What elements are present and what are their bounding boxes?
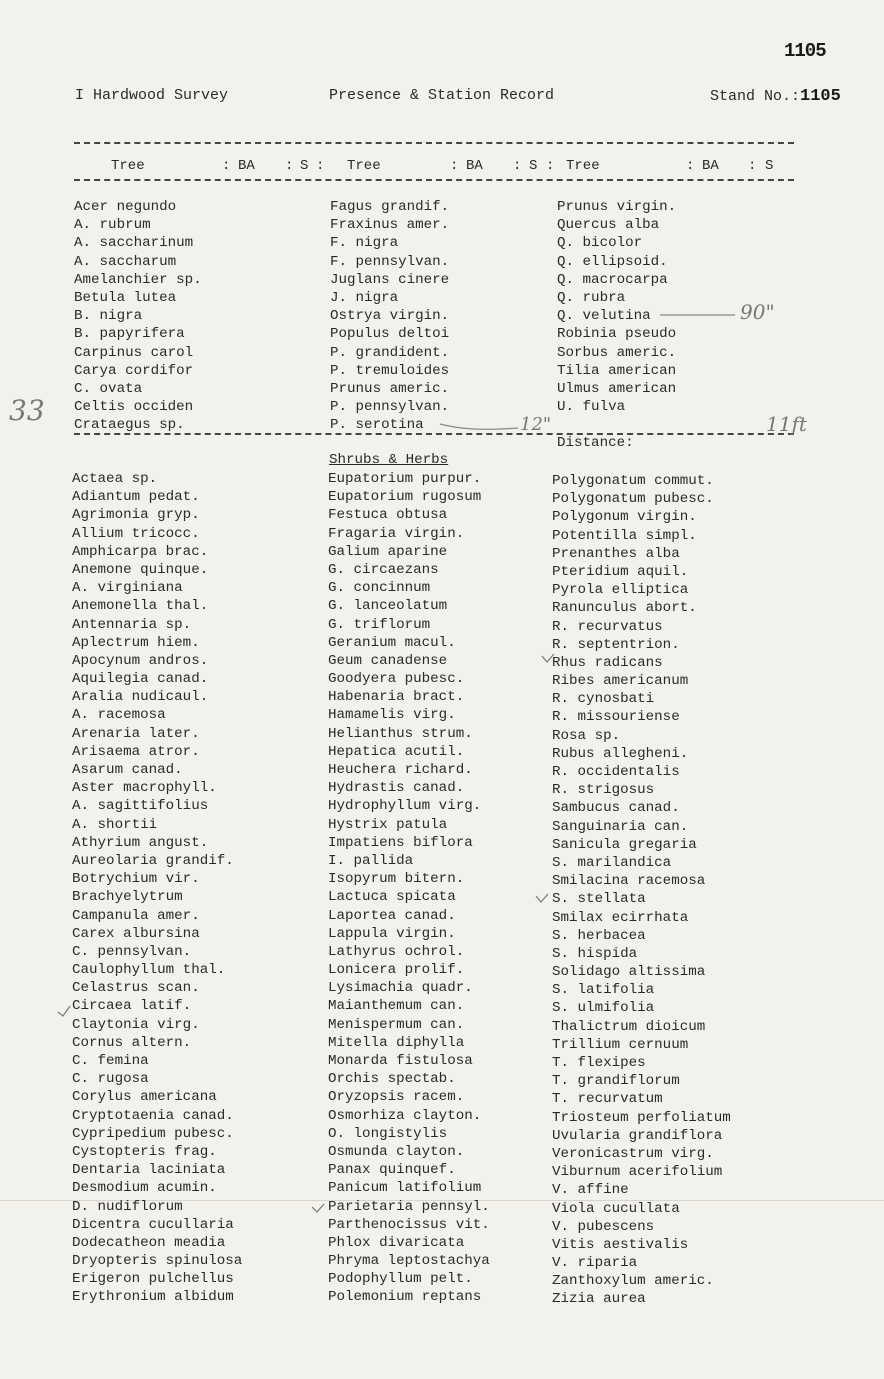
- stand-value: 1105: [800, 87, 841, 106]
- check-mark-icon: [536, 894, 548, 902]
- species-entry: C. femina: [72, 1053, 149, 1069]
- species-entry: Uvularia grandiflora: [552, 1127, 723, 1144]
- species-entry: Caulophyllum thal.: [72, 962, 226, 979]
- col1-separator: :: [222, 158, 231, 174]
- species-entry: Panicum latifolium: [328, 1180, 482, 1197]
- check-mark-icon: [542, 654, 554, 662]
- species-entry: Aralia nudicaul.: [72, 689, 209, 706]
- species-entry: Cypripedium pubesc.: [72, 1125, 234, 1142]
- species-entry: Quercus alba: [557, 217, 660, 234]
- species-entry: Erythronium albidum: [72, 1289, 234, 1306]
- species-entry: Lonicera prolif.: [328, 962, 465, 979]
- species-entry: G. lanceolatum: [328, 598, 448, 615]
- species-entry: Goodyera pubesc.: [328, 671, 465, 688]
- species-entry: Maianthemum can.: [328, 998, 465, 1015]
- col1-ba-header: BA: [238, 158, 255, 174]
- species-entry: Carex albursina: [72, 925, 200, 942]
- col3-s-header: S: [765, 158, 774, 174]
- species-entry: Lathyrus ochrol.: [328, 943, 465, 960]
- species-entry: Geranium macul.: [328, 634, 456, 651]
- species-entry: Carya cordifor: [74, 362, 194, 379]
- species-entry: O. longistylis: [328, 1125, 448, 1142]
- species-entry: U. fulva: [557, 399, 626, 416]
- species-entry: Q. velutina: [557, 308, 651, 325]
- species-entry: Triosteum perfoliatum: [552, 1109, 731, 1126]
- species-entry: Helianthus strum.: [328, 725, 473, 742]
- species-entry: Dodecatheon meadia: [72, 1234, 226, 1251]
- species-entry: Eupatorium purpur.: [328, 471, 482, 487]
- species-entry: Fraxinus amer.: [330, 217, 450, 234]
- species-entry: Amphicarpa brac.: [72, 543, 209, 560]
- species-entry: P. tremuloides: [330, 362, 450, 379]
- species-entry: J. nigra: [330, 289, 399, 306]
- species-entry: Rosa sp.: [552, 727, 621, 744]
- species-entry: Ostrya virgin.: [330, 308, 450, 325]
- species-entry: Anemone quinque.: [72, 561, 209, 578]
- species-entry: Sambucus canad.: [552, 800, 680, 817]
- species-entry: Q. rubra: [557, 289, 626, 306]
- species-entry: G. triflorum: [328, 616, 431, 633]
- species-entry: Tilia american: [557, 362, 677, 379]
- species-entry: B. nigra: [74, 308, 143, 325]
- col1-s-header: S: [300, 158, 309, 174]
- distance-note: 11ft: [766, 412, 807, 436]
- species-entry: Phlox divaricata: [328, 1234, 465, 1251]
- species-entry: Celastrus scan.: [72, 980, 200, 997]
- species-entry: Oryzopsis racem.: [328, 1089, 465, 1106]
- record-subtitle: Presence & Station Record: [329, 87, 555, 104]
- species-entry: Ranunculus abort.: [552, 600, 697, 617]
- species-entry: Viola cucullata: [552, 1200, 680, 1217]
- species-entry: A. sagittifolius: [72, 798, 209, 815]
- col1-separator: :: [285, 158, 294, 174]
- species-entry: Prenanthes alba: [552, 545, 680, 562]
- species-entry: Dicentra cucullaria: [72, 1216, 234, 1233]
- species-entry: Agrimonia gryp.: [72, 507, 200, 524]
- species-entry: Pteridium aquil.: [552, 563, 689, 580]
- species-entry: Erigeron pulchellus: [72, 1271, 234, 1288]
- species-entry: Cystopteris frag.: [72, 1143, 217, 1160]
- species-entry: Carpinus carol: [74, 344, 194, 361]
- species-entry: Populus deltoi: [330, 326, 450, 343]
- species-entry: Pyrola elliptica: [552, 582, 689, 599]
- species-entry: Polemonium reptans: [328, 1289, 482, 1306]
- species-entry: G. circaezans: [328, 561, 439, 578]
- species-entry: Smilax ecirrhata: [552, 909, 689, 926]
- species-entry: A. saccharinum: [74, 235, 194, 252]
- col2-separator: :: [450, 158, 459, 174]
- species-entry: S. marilandica: [552, 854, 672, 871]
- species-entry: Rubus allegheni.: [552, 745, 689, 762]
- species-entry: Apocynum andros.: [72, 652, 209, 669]
- serotina-pen-line: [440, 424, 518, 429]
- species-entry: A. virginiana: [72, 580, 183, 597]
- species-entry: Thalictrum dioicum: [552, 1018, 706, 1035]
- species-entry: V. pubescens: [552, 1218, 655, 1235]
- species-entry: Heuchera richard.: [328, 762, 473, 778]
- species-entry: G. concinnum: [328, 580, 431, 597]
- species-entry: B. papyrifera: [74, 326, 185, 343]
- species-entry: Isopyrum bitern.: [328, 871, 465, 888]
- species-entry: R. occidentalis: [552, 764, 680, 780]
- species-entry: Dryopteris spinulosa: [72, 1253, 243, 1270]
- species-entry: Fragaria virgin.: [328, 525, 465, 542]
- species-entry: S. herbacea: [552, 927, 646, 944]
- species-entry: Adiantum pedat.: [72, 489, 200, 506]
- species-entry: R. missouriense: [552, 709, 680, 726]
- species-entry: Zizia aurea: [552, 1291, 646, 1308]
- species-entry: S. ulmifolia: [552, 1000, 655, 1017]
- species-entry: Trillium cernuum: [552, 1036, 689, 1053]
- species-entry: Prunus americ.: [330, 380, 450, 397]
- species-entry: Panax quinquef.: [328, 1162, 456, 1179]
- species-entry: P. serotina: [330, 417, 424, 434]
- species-entry: Hydrastis canad.: [328, 780, 465, 797]
- species-entry: Claytonia virg.: [72, 1016, 200, 1033]
- species-entry: Antennaria sp.: [72, 616, 192, 633]
- species-entry: Circaea latif.: [72, 998, 192, 1015]
- species-entry: Polygonum virgin.: [552, 509, 697, 526]
- col1-separator: :: [316, 158, 325, 174]
- species-entry: Festuca obtusa: [328, 507, 448, 524]
- species-entry: Botrychium vir.: [72, 871, 200, 888]
- species-entry: Prunus virgin.: [557, 199, 677, 215]
- stand-label: Stand No.:: [710, 88, 801, 105]
- species-entry: Q. bicolor: [557, 235, 643, 252]
- species-entry: S. hispida: [552, 945, 638, 962]
- species-entry: A. shortii: [72, 816, 158, 833]
- species-entry: Zanthoxylum americ.: [552, 1273, 714, 1290]
- species-entry: Aplectrum hiem.: [72, 634, 200, 651]
- species-entry: Polygonatum pubesc.: [552, 491, 714, 508]
- col3-tree-header: Tree: [566, 158, 600, 174]
- species-entry: Allium tricocc.: [72, 525, 200, 542]
- species-entry: V. affine: [552, 1182, 629, 1199]
- species-entry: Lysimachia quadr.: [328, 980, 473, 997]
- species-entry: Menispermum can.: [328, 1016, 465, 1033]
- species-entry: Parthenocissus vit.: [328, 1216, 490, 1233]
- species-entry: A. rubrum: [74, 217, 151, 234]
- species-entry: Q. ellipsoid.: [557, 253, 668, 270]
- col3-separator: :: [686, 158, 695, 174]
- col3-ba-header: BA: [702, 158, 719, 174]
- species-entry: Smilacina racemosa: [552, 873, 706, 890]
- species-entry: Juglans cinere: [330, 271, 450, 288]
- species-entry: Sanguinaria can.: [552, 818, 689, 835]
- species-entry: F. nigra: [330, 235, 399, 252]
- species-entry: Aster macrophyll.: [72, 780, 217, 797]
- species-entry: Viburnum acerifolium: [552, 1164, 723, 1181]
- margin-note-33: 33: [9, 394, 45, 427]
- check-mark-icon: [312, 1204, 324, 1212]
- species-entry: Aureolaria grandif.: [72, 852, 234, 869]
- col2-s-header: S: [529, 158, 538, 174]
- species-entry: R. septentrion.: [552, 636, 680, 653]
- species-entry: Orchis spectab.: [328, 1071, 456, 1088]
- species-entry: Galium aparine: [328, 543, 448, 560]
- species-entry: Brachyelytrum: [72, 889, 183, 906]
- species-entry: Osmunda clayton.: [328, 1143, 465, 1160]
- species-entry: Campanula amer.: [72, 907, 200, 924]
- species-entry: Fagus grandif.: [330, 199, 450, 215]
- species-entry: A. saccharum: [74, 253, 177, 270]
- species-entry: Dentaria laciniata: [72, 1162, 226, 1179]
- species-entry: Laportea canad.: [328, 907, 456, 924]
- species-entry: Arisaema atror.: [72, 743, 200, 760]
- species-entry: I. pallida: [328, 852, 414, 869]
- species-entry: C. ovata: [74, 380, 143, 397]
- serotina-note: 12": [520, 414, 552, 435]
- species-entry: T. flexipes: [552, 1055, 646, 1071]
- species-entry: Sorbus americ.: [557, 344, 677, 361]
- species-entry: Hydrophyllum virg.: [328, 798, 482, 815]
- species-entry: Acer negundo: [74, 199, 177, 215]
- species-entry: C. pennsylvan.: [72, 943, 192, 960]
- species-entry: Cryptotaenia canad.: [72, 1107, 234, 1124]
- species-entry: Osmorhiza clayton.: [328, 1107, 482, 1124]
- species-entry: Ribes americanum: [552, 673, 689, 690]
- species-entry: T. grandiflorum: [552, 1073, 680, 1090]
- survey-title: I Hardwood Survey: [75, 87, 229, 104]
- species-entry: Eupatorium rugosum: [328, 489, 482, 506]
- col3-separator: :: [748, 158, 757, 174]
- species-entry: Athyrium angust.: [72, 834, 209, 851]
- species-entry: Arenaria later.: [72, 725, 200, 742]
- species-entry: Crataegus sp.: [74, 417, 185, 434]
- species-entry: Veronicastrum virg.: [552, 1145, 714, 1162]
- species-entry: Anemonella thal.: [72, 598, 209, 615]
- species-entry: Geum canadense: [328, 652, 448, 669]
- species-entry: Vitis aestivalis: [552, 1236, 689, 1253]
- species-entry: Aquilegia canad.: [72, 671, 209, 688]
- species-entry: R. recurvatus: [552, 618, 663, 635]
- species-entry: R. cynosbati: [552, 691, 655, 708]
- species-entry: P. grandident.: [330, 344, 450, 361]
- species-entry: Ulmus american: [557, 380, 677, 397]
- species-entry: Hystrix patula: [328, 816, 448, 833]
- species-entry: Q. macrocarpa: [557, 271, 668, 288]
- check-mark-icon: [58, 1006, 70, 1016]
- species-entry: Sanicula gregaria: [552, 836, 697, 853]
- species-entry: Polygonatum commut.: [552, 473, 714, 489]
- species-entry: Celtis occiden: [74, 399, 194, 416]
- species-entry: S. stellata: [552, 891, 646, 908]
- species-entry: Solidago altissima: [552, 964, 706, 981]
- species-entry: Lappula virgin.: [328, 925, 456, 942]
- species-entry: C. rugosa: [72, 1071, 149, 1088]
- species-entry: Desmodium acumin.: [72, 1180, 217, 1197]
- species-entry: Habenaria bract.: [328, 689, 465, 706]
- species-entry: A. racemosa: [72, 707, 166, 724]
- species-entry: Parietaria pennsyl.: [328, 1198, 490, 1215]
- species-entry: Cornus altern.: [72, 1034, 192, 1051]
- species-entry: P. pennsylvan.: [330, 399, 450, 416]
- species-entry: Hamamelis virg.: [328, 707, 456, 724]
- species-entry: Podophyllum pelt.: [328, 1271, 473, 1288]
- species-entry: V. riparia: [552, 1255, 638, 1272]
- species-entry: D. nudiflorum: [72, 1198, 183, 1215]
- species-entry: S. latifolia: [552, 982, 655, 999]
- species-entry: T. recurvatum: [552, 1091, 663, 1108]
- species-entry: Betula lutea: [74, 289, 177, 306]
- species-entry: F. pennsylvan.: [330, 253, 450, 270]
- shrubs-herbs-heading: Shrubs & Herbs: [329, 452, 449, 468]
- distance-label: Distance:: [557, 435, 634, 451]
- species-entry: Lactuca spicata: [328, 889, 456, 906]
- species-entry: Mitella diphylla: [328, 1034, 465, 1051]
- page-number-stamp: 1105: [784, 40, 826, 62]
- col2-separator: :: [513, 158, 522, 174]
- col2-tree-header: Tree: [347, 158, 381, 174]
- species-entry: Monarda fistulosa: [328, 1053, 473, 1069]
- species-entry: Potentilla simpl.: [552, 527, 697, 544]
- species-entry: Robinia pseudo: [557, 326, 677, 343]
- species-entry: Actaea sp.: [72, 471, 158, 487]
- species-entry: Corylus americana: [72, 1089, 217, 1106]
- col2-separator: :: [546, 158, 555, 174]
- col2-ba-header: BA: [466, 158, 483, 174]
- species-entry: Rhus radicans: [552, 654, 663, 671]
- species-entry: Amelanchier sp.: [74, 271, 202, 288]
- species-entry: Asarum canad.: [72, 762, 183, 778]
- species-entry: Impatiens biflora: [328, 834, 473, 851]
- species-entry: Phryma leptostachya: [328, 1253, 490, 1270]
- col1-tree-header: Tree: [111, 158, 145, 174]
- species-entry: Hepatica acutil.: [328, 743, 465, 760]
- velutina-note: 90": [740, 300, 775, 324]
- species-entry: R. strigosus: [552, 782, 655, 799]
